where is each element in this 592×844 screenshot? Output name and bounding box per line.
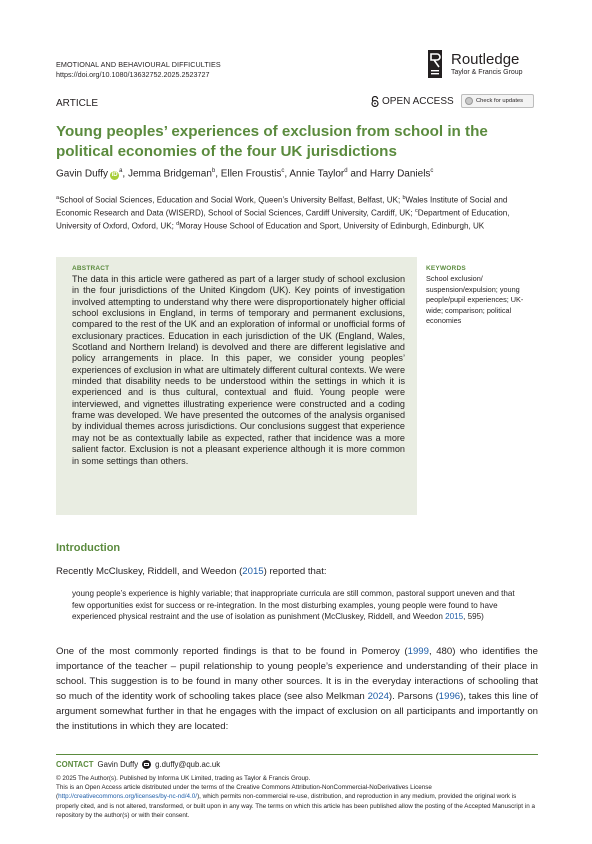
affil-mark: d: [176, 221, 180, 228]
license-text: [56, 783, 538, 820]
affil-mark: c: [414, 208, 418, 215]
text-run: , 595): [463, 612, 484, 622]
publisher-name: Routledge: [451, 51, 520, 68]
check-updates-label: Check for updates: [476, 98, 524, 104]
text-run: , 480) who identifies the importance of the teacher – pupil relationship to young people’s experience and understanding of their place in school. This suggestion is to be found in many other sources. It is in the everyday interactions of schooling that so much of the identity work of schooling takes place (see also Melkman: [56, 646, 538, 702]
text-run: ), which permits non-commercial re-use, distribution, and reproduction in any medium, provided the original work is properly cited, and is not altered, transformed, or built upon in any way. The terms on which this article has been published allow the posting of the Accepted Manuscript in a repository by the author(s) or with their consent.: [56, 793, 535, 819]
author-name[interactable]: Gavin Duffy: [56, 168, 109, 180]
email-icon: [142, 760, 151, 769]
citation-link[interactable]: 1996: [438, 691, 461, 702]
text-run: ). Parsons (: [388, 691, 439, 702]
affiliation: School of Social Sciences, Education and Social Work, Queen’s University Belfast, Belfast, UK;: [59, 195, 403, 205]
doi-link[interactable]: https://doi.org/10.1080/13632752.2025.2523727: [56, 70, 210, 79]
keywords-heading: KEYWORDS: [426, 265, 466, 272]
citation-link[interactable]: 2015: [445, 612, 464, 622]
open-access-badge: [371, 96, 454, 107]
open-lock-icon: [371, 96, 379, 107]
check-for-updates-button[interactable]: [461, 94, 534, 108]
author-affil-mark: c: [281, 168, 285, 174]
author-affil-mark: c: [430, 168, 434, 174]
orcid-icon[interactable]: iD: [111, 172, 118, 179]
text-run: Recently McCluskey, Riddell, and Weedon (: [56, 566, 243, 577]
journal-name: EMOTIONAL AND BEHAVIOURAL DIFFICULTIES: [56, 60, 221, 69]
author-list: Gavin Duffy $iD^a$, Jemma Bridgeman$^b$, Ellen Froustis$^c$, Annie Taylor$^d$ and Harry Daniels$^c$: [56, 168, 434, 180]
author-affil-mark: d: [344, 168, 348, 174]
abstract-text: The data in this article were gathered as part of a larger study of school exclusion in the four jurisdictions of the United Kingdom (UK). Key points of investigation involved attempting to understand why there were disproportionately higher official school exclusions in England, in terms of temporary and permanent exclusions, compared to the rest of the UK and an exploration of informal or unofficial forms of exclusionary practices. Education in each jurisdiction of the UK (England, Wales, Scotland and Northern Ireland) is devolved and there are different legislative and policy arrangements in place. In this paper, we consider young peoples’ experiences of exclusion in what are ultimately different cultural contexts. We were minded that disability needs to be understood within the settings in which it is experienced and is thus cultural, contextual and fluid. Young people were interviewed, and vignettes illustrating experience were constructed and a coding frame was developed. We have presented the outcomes of the analysis organised by individual themes across jurisdictions. Our conclusions suggest that experience may not be as contextually labile as expected, rather that incidence was a more salient factor. Exclusion is not a pleasant experience although it is more common in some settings than others.: [72, 274, 405, 466]
affiliation: Moray House School of Education and Sport, University of Edinburgh, Edinburgh, UK: [179, 222, 485, 232]
author-name[interactable]: Annie Taylor: [289, 168, 345, 180]
author-affil-mark: b: [211, 168, 216, 174]
copyright-notice: [56, 774, 538, 820]
citation-link[interactable]: 2015: [242, 566, 264, 577]
open-access-label: OPEN ACCESS: [382, 96, 454, 107]
affil-mark: a: [56, 195, 60, 201]
publisher-subtitle: Taylor & Francis Group: [451, 69, 523, 76]
affiliation: Wales Institute of Social and Economic Research and Data (WISERD), School of Social Sciences, Cardiff University, Cardiff, UK;: [56, 195, 508, 218]
publisher-logo[interactable]: [428, 50, 538, 82]
text-run: This is an Open Access article distributed under the terms of the Creative Commons Attribution-NonCommercial-NoDerivatives License (: [56, 784, 432, 801]
article-title: Young peoples’ experiences of exclusion from school in the political economies of the four UK jurisdictions: [56, 123, 488, 160]
citation-link[interactable]: 1999: [407, 646, 429, 657]
copyright-line: © 2025 The Author(s). Published by Informa UK Limited, trading as Taylor & Francis Group.: [56, 775, 311, 782]
body-paragraph: [56, 565, 538, 578]
contact-label: CONTACT: [56, 760, 94, 769]
contact-email[interactable]: g.duffy@qub.ac.uk: [155, 760, 221, 769]
update-check-icon: [465, 97, 473, 105]
block-quote: [72, 588, 522, 623]
article-type: ARTICLE: [56, 98, 99, 109]
affiliation: Department of Education, University of Oxford, Oxford, UK;: [56, 208, 510, 232]
contact-line: [56, 760, 220, 769]
body-paragraph: [56, 644, 538, 734]
citation-link[interactable]: 2024: [367, 691, 389, 702]
affiliations: [56, 193, 538, 233]
author-affil-mark: a: [119, 168, 123, 174]
keywords-text: School exclusion/ suspension/expulsion; young people/pupil experiences; UK-wide; comparison; political economies: [426, 274, 524, 326]
author-name[interactable]: Jemma Bridgeman: [127, 168, 212, 180]
routledge-logo-icon: [428, 50, 442, 78]
license-link[interactable]: http://creativecommons.org/licenses/by-nc-nd/4.0/: [58, 793, 198, 801]
contact-name: Gavin Duffy: [97, 760, 139, 769]
text-run: ) reported that:: [263, 566, 327, 577]
text-run: young people’s experience is highly variable; that inappropriate curricula are still common, pastoral support uneven and that few opportunities exist for success or re-integration. In the most disturbing examples, young people were found to have experienced physical restraint and the use of isolation as punishment (McCluskey, Riddell, and Weedon: [72, 589, 515, 622]
author-name[interactable]: Ellen Froustis: [220, 168, 282, 180]
text-run: One of the most commonly reported findings is that to be found in Pomeroy (: [56, 646, 408, 657]
text-run: ), takes this line of argument somewhat further in that he engages with the impact of exclusion on all participants and importantly on the institutions in which they are located:: [56, 691, 538, 732]
section-heading-introduction: Introduction: [56, 542, 121, 554]
affil-mark: b: [402, 195, 406, 201]
author-name[interactable]: Harry Daniels: [369, 168, 431, 180]
footer-divider: [56, 754, 538, 755]
abstract-heading: ABSTRACT: [72, 265, 110, 272]
